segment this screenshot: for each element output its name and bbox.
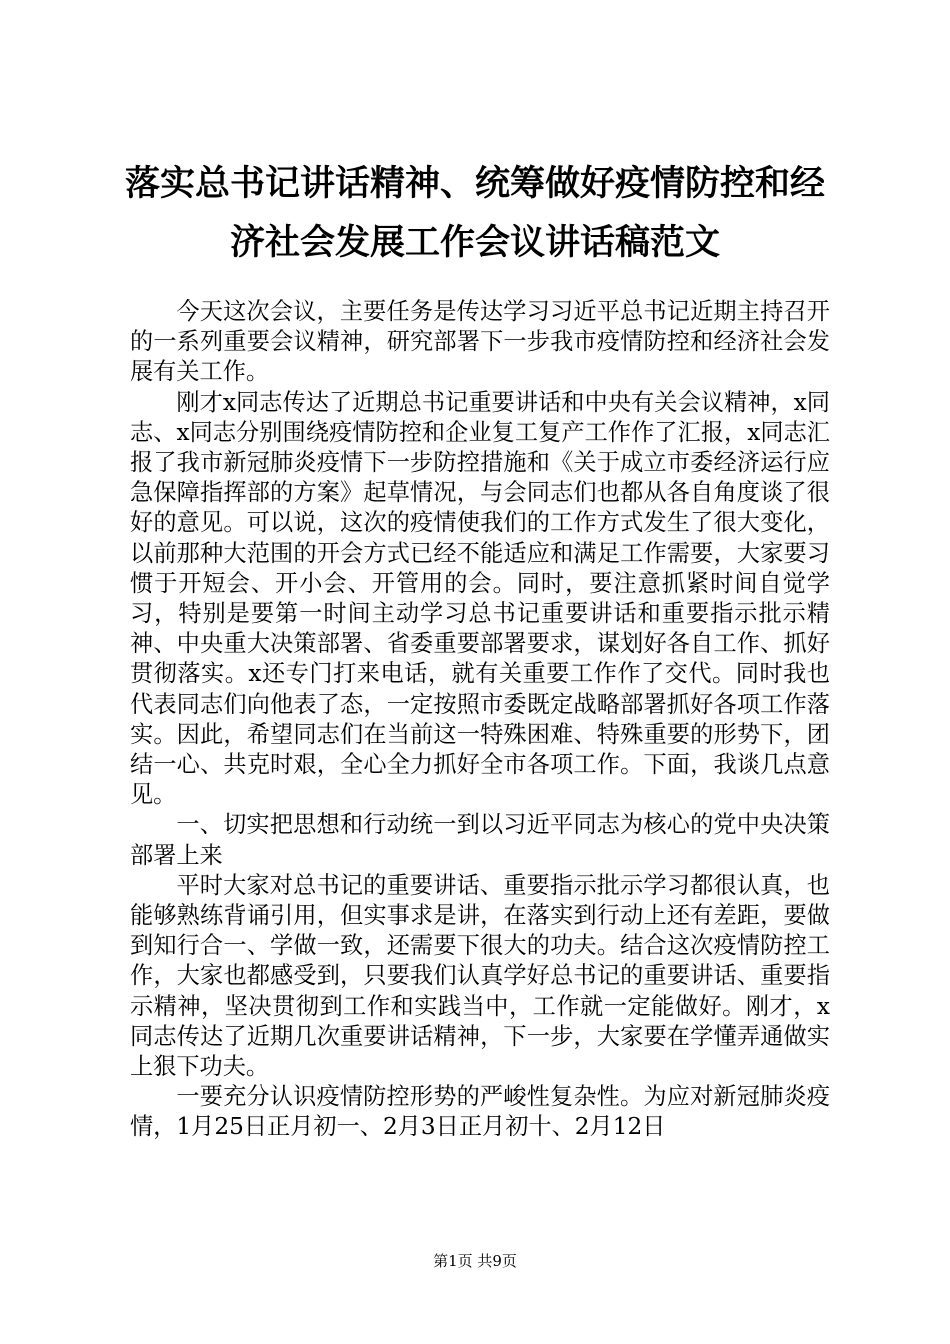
paragraph-2: 刚才x同志传达了近期总书记重要讲话和中央有关会议精神，x同志、x同志分别围绕疫情防控和企业复工复产工作作了汇报，x同志汇报了我市新冠肺炎疫情下一步防控措施和《关于成立市委经济运行应急保障指挥部的方案》起草情况，与会同志们也都从各自角度谈了很好的意见。可以说，这次的疫情使我们的工作方式发生了很大变化，以前那种大范围的开会方式已经不能适应和满足工作需要，大家要习惯于开短会、开小会、开管用的会。同时，要注意抓紧时间自觉学习，特别是要第一时间主动学习总书记重要讲话和重要指示批示精神、中央重大决策部署、省委重要部署要求，谋划好各自工作、抓好贯彻落实。x还专门打来电话，就有关重要工作作了交代。同时我也代表同志们向他表了态，一定按照市委既定战略部署抓好各项工作落实。因此，希望同志们在当前这一特殊困难、特殊重要的形势下，团结一心、共克时艰，全心全力抓好全市各项工作。下面，我谈几点意见。 [130, 388, 830, 809]
paragraph-4: 一要充分认识疫情防控形势的严峻性复杂性。为应对新冠肺炎疫情，1月25日正月初一、2月3日正月初十、2月12日 [130, 1083, 830, 1141]
section-heading-1: 一、切实把思想和行动统一到以习近平同志为核心的党中央决策部署上来 [130, 811, 830, 869]
paragraph-1: 今天这次会议，主要任务是传达学习习近平总书记近期主持召开的一系列重要会议精神，研究部署下一步我市疫情防控和经济社会发展有关工作。 [130, 298, 830, 386]
paragraph-3: 平时大家对总书记的重要讲话、重要指示批示学习都很认真，也能够熟练背诵引用，但实事求是讲，在落实到行动上还有差距，要做到知行合一、学做一致，还需要下很大的功夫。结合这次疫情防控工作，大家也都感受到，只要我们认真学好总书记的重要讲话、重要指示精神，坚决贯彻到工作和实践当中，工作就一定能做好。刚才，x同志传达了近期几次重要讲话精神，下一步，大家要在学懂弄通做实上狠下功夫。 [130, 871, 830, 1081]
document-title-line-2: 济社会发展工作会议讲话稿范文 [229, 222, 720, 263]
document-title-line-1: 落实总书记讲话精神、统筹做好疫情防控和经 [124, 163, 825, 204]
document-body [130, 297, 830, 1143]
page-number: 第1页 共9页 [433, 1252, 517, 1270]
